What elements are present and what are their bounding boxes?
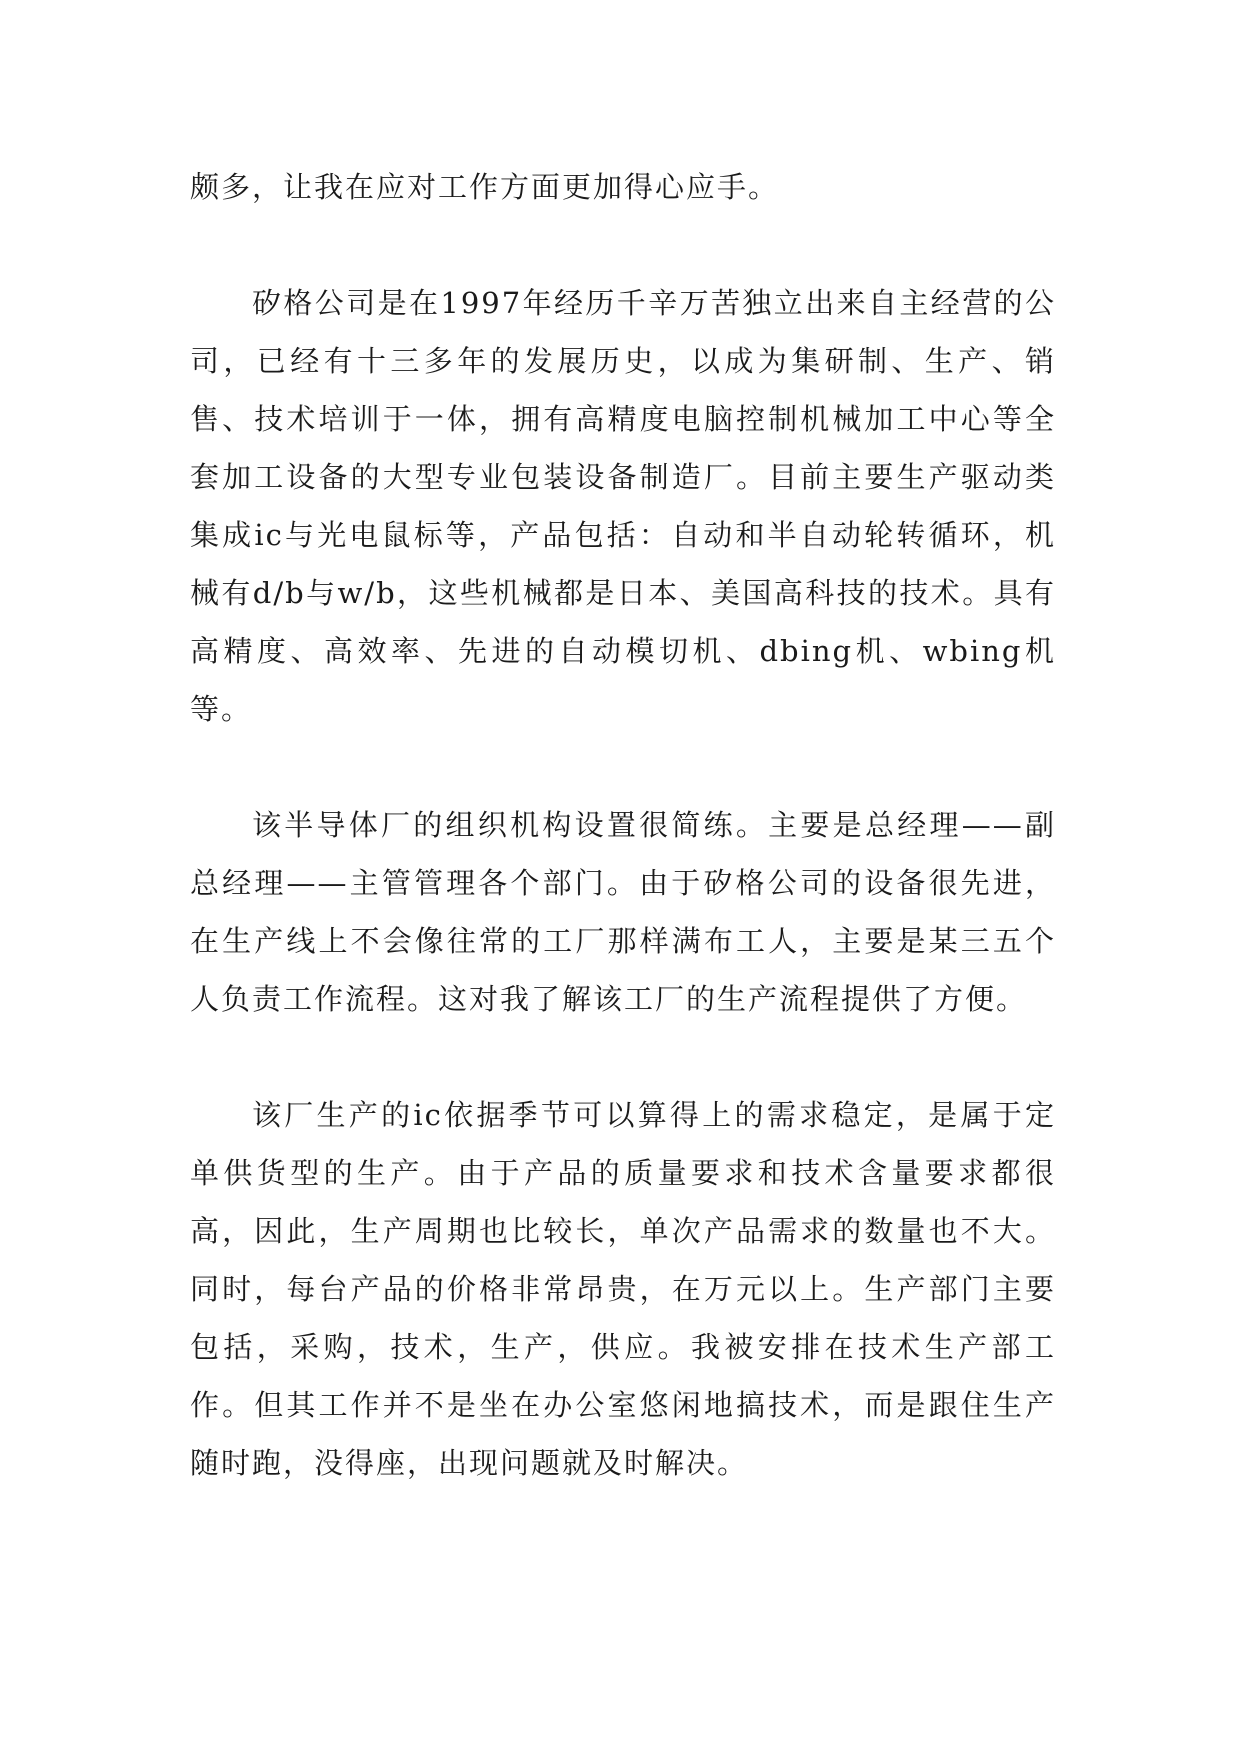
document-body — [190, 158, 1056, 1492]
paragraph-continuation: 颇多，让我在应对工作方面更加得心应手。 — [190, 170, 780, 204]
paragraph-production: 该厂生产的ic依据季节可以算得上的需求稳定，是属于定单供货型的生产。由于产品的质量要求和技术含量要求都很高，因此，生产周期也比较长，单次产品需求的数量也不大。同时，每台产品的价格非常昂贵，在万元以上。生产部门主要包括，采购，技术，生产，供应。我被安排在技术生产部工作。但其工作并不是坐在办公室悠闲地搞技术，而是跟住生产随时跑，没得座，出现问题就及时解决。 — [190, 1098, 1056, 1480]
paragraph-gap — [190, 216, 1056, 274]
paragraph-gap — [190, 738, 1056, 796]
paragraph-gap — [190, 1028, 1056, 1086]
paragraph-organization: 该半导体厂的组织机构设置很简练。主要是总经理——副总经理——主管管理各个部门。由于矽格公司的设备很先进，在生产线上不会像往常的工厂那样满布工人，主要是某三五个人负责工作流程。这对我了解该工厂的生产流程提供了方便。 — [190, 808, 1056, 1016]
paragraph-company-intro: 矽格公司是在1997年经历千辛万苦独立出来自主经营的公司，已经有十三多年的发展历史，以成为集研制、生产、销售、技术培训于一体，拥有高精度电脑控制机械加工中心等全套加工设备的大型专业包装设备制造厂。目前主要生产驱动类集成ic与光电鼠标等，产品包括：自动和半自动轮转循环，机械有d/b与w/b，这些机械都是日本、美国高科技的技术。具有高精度、高效率、先进的自动模切机、dbing机、wbing机等。 — [190, 286, 1056, 726]
